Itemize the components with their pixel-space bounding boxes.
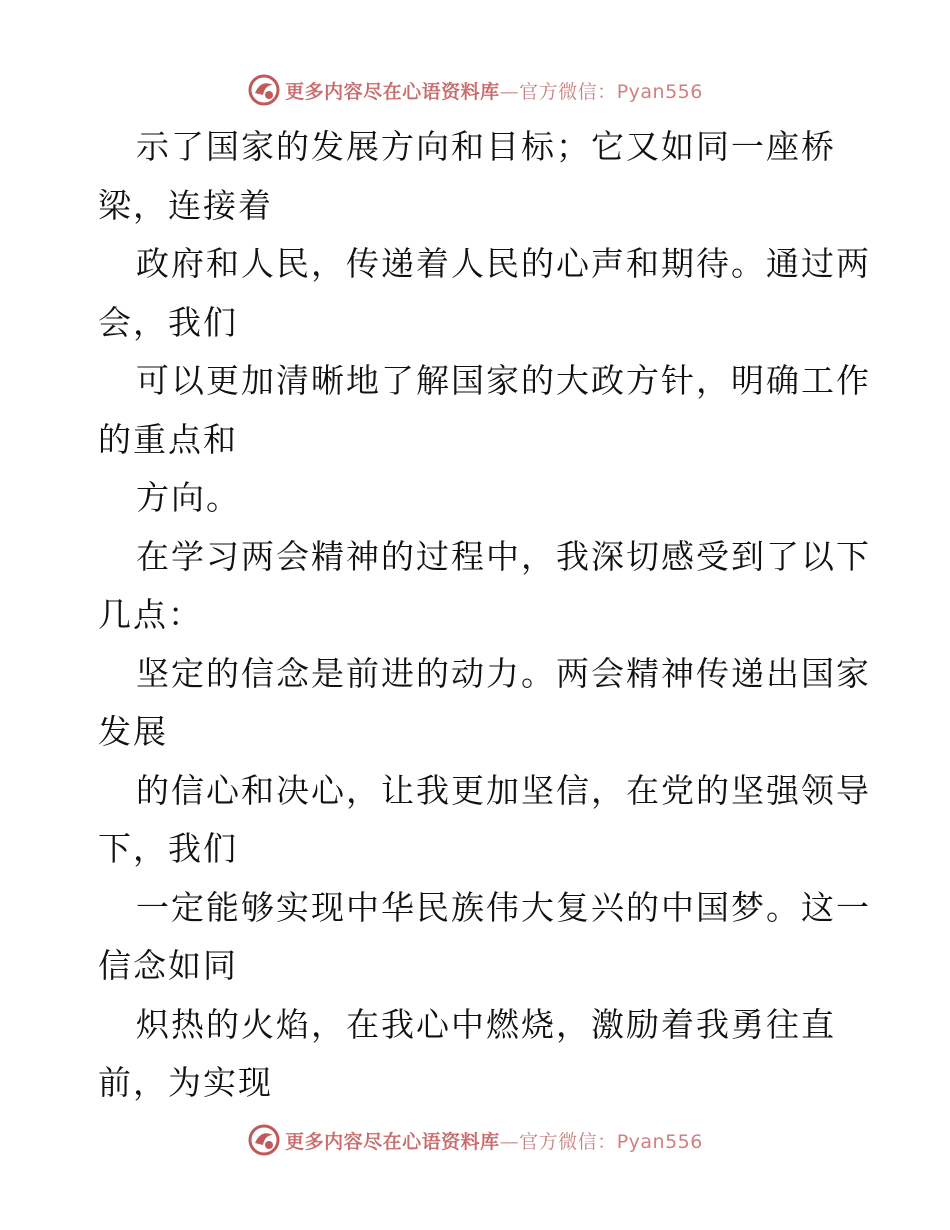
watermark-dash: —	[499, 1130, 520, 1153]
text-line: 示了国家的发展方向和目标；它又如同一座桥	[136, 127, 836, 166]
text-line: 的重点和	[98, 419, 238, 459]
text-line: 会，我们	[98, 302, 238, 342]
swirl-logo-icon	[247, 1123, 281, 1157]
watermark-brand: 更多内容尽在心语资料库	[285, 80, 500, 103]
swirl-logo-icon	[247, 73, 281, 107]
watermark-id: Pyan556	[616, 80, 703, 103]
watermark-label: 官方微信：	[519, 80, 617, 103]
watermark-text	[285, 1127, 703, 1154]
text-line: 信念如同	[98, 946, 238, 985]
text-line: 方向。	[136, 478, 241, 517]
text-line: 炽热的火焰，在我心中燃烧，激励着我勇往直	[136, 1004, 836, 1044]
text-line: 前，为实现	[98, 1063, 273, 1102]
text-line: 几点：	[98, 595, 203, 634]
watermark-dash: —	[499, 80, 520, 103]
text-line: 在学习两会精神的过程中，我深切感受到了以下	[136, 536, 871, 576]
text-line: 坚定的信念是前进的动力。两会精神传递出国家	[136, 653, 871, 693]
watermark-brand: 更多内容尽在心语资料库	[285, 1130, 500, 1153]
text-line: 梁，连接着	[98, 185, 273, 225]
footer-watermark	[0, 1120, 950, 1160]
text-line: 下，我们	[98, 829, 238, 868]
watermark-label: 官方微信：	[519, 1130, 617, 1153]
header-watermark	[0, 70, 950, 110]
text-line: 政府和人民，传递着人民的心声和期待。通过两	[136, 244, 871, 283]
text-line: 的信心和决心，让我更加坚信，在党的坚强领导	[136, 770, 871, 810]
watermark-id: Pyan556	[616, 1130, 703, 1153]
document-body	[98, 118, 871, 1113]
watermark-text	[285, 77, 703, 104]
text-line: 可以更加清晰地了解国家的大政方针，明确工作	[136, 361, 871, 400]
text-line: 发展	[98, 712, 168, 751]
text-line: 一定能够实现中华民族伟大复兴的中国梦。这一	[136, 887, 871, 927]
